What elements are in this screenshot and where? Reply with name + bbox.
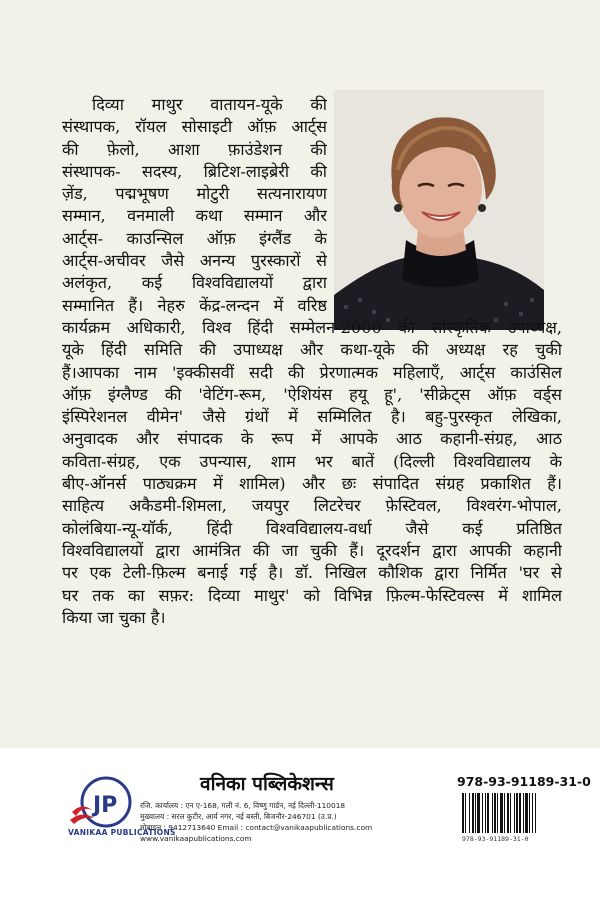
bio-line: संस्थापक, रॉयल सोसाइटी ऑफ़ आर्ट्स — [62, 117, 327, 137]
logo-letters: JP — [93, 793, 118, 818]
bio-line: विश्वविद्यालयों द्वारा आमंत्रित की जा चुकी हैं। दूरदर्शन द्वारा आपकी कहानी — [62, 540, 562, 560]
publisher-footer — [0, 748, 600, 915]
author-biography — [62, 94, 562, 629]
bio-line: ज़ेंड, पद्मभूषण मोटुरी सत्यनारायण — [62, 184, 327, 204]
bio-line: हैं।आपका नाम 'इक्कीसवीं सदी की प्रेरणात्मक महिलाएँ, आर्ट्स काउंसिल — [62, 362, 562, 382]
address-line: रजि. कार्यालय : एन ए-168, गली नं. 6, विष्णु गार्डन, नई दिल्ली-110018 — [140, 801, 346, 810]
bio-line: बीए-ऑनर्स पाठ्यक्रम में शामिल) और छः संपादित संग्रह प्रकाशित हैं। — [62, 474, 562, 494]
bio-line: साहित्य अकैडमी-शिमला, जयपुर लिटरेचर फ़ेस्टिवल, विश्वरंग-भोपाल, — [62, 496, 562, 516]
bio-line: सम्मानित हैं। नेहरु केंद्र-लन्दन में वरिष्ठ — [62, 295, 327, 315]
publisher-logo-icon — [68, 772, 134, 834]
bio-line: अनुवादक और संपादक के रूप में आपके आठ कहानी-संग्रह, आठ — [62, 429, 562, 449]
address-line: मुख्यालय : सरल कुटीर, आर्य नगर, नई बस्ती, बिजनौर-246701 (उ.प्र.) — [140, 812, 337, 821]
logo-caption: VANIKAA PUBLICATIONS — [68, 828, 176, 837]
bio-line: सम्मान, वनमाली कथा सम्मान और — [62, 206, 327, 226]
bio-line: इंस्पिरेशनल वीमेन' जैसे ग्रंथों में सम्मिलित है। बहु-पुरस्कृत लेखिका, — [62, 407, 562, 427]
barcode-number: 978-93-91189-31-0 — [462, 835, 529, 843]
isbn-label: 978-93-91189-31-0 — [457, 774, 591, 789]
bio-line: यूके हिंदी समिति की उपाध्यक्ष और कथा-यूके की अध्यक्ष रह चुकी — [62, 340, 562, 360]
bio-line: पर एक टेली-फ़िल्म बनाई गई है। डॉ. निखिल कौशिक द्वारा निर्मित 'घर से — [62, 563, 562, 583]
bio-line: आर्ट्स- काउन्सिल ऑफ़ इंग्लैंड के — [62, 228, 327, 248]
bio-line: कार्यक्रम अधिकारी, विश्व हिंदी सम्मेलन-2000 की सांस्कृतिक उपाध्यक्ष, — [62, 317, 562, 337]
bio-line: किया जा चुका है। — [62, 607, 166, 627]
publisher-name: वनिका पब्लिकेशन्स — [200, 773, 334, 795]
publisher-address — [140, 800, 430, 844]
bio-line: घर तक का सफ़र: दिव्या माथुर' को विभिन्न फ़िल्म-फेस्टिवल्स में शामिल — [62, 585, 562, 605]
barcode-icon — [460, 793, 570, 833]
bio-line: ऑफ़ इंग्लैण्ड की 'वेटिंग-रूम, 'ऐशियंस हयू हू', 'सीक्रेट्स ऑफ़ वर्ड्स — [62, 384, 562, 404]
address-line: मोबाइल : 9412713640 Email : contact@vanikaapublications.com — [140, 823, 373, 832]
bio-line: दिव्या माथुर वातायन-यूके की — [92, 95, 327, 114]
bio-line: कोलंबिया-न्यू-यॉर्क, हिंदी विश्वविद्यालय-वर्धा जैसे कई प्रतिष्ठित — [62, 518, 562, 538]
bio-line: संस्थापक- सदस्य, ब्रिटिश-लाइब्रेरी की — [62, 161, 327, 181]
bio-line: आर्ट्स-अचीवर जैसे अनन्य पुरस्कारों से — [62, 251, 327, 271]
bio-line: कविता-संग्रह, एक उपन्यास, शाम भर बातें (दिल्ली विश्वविद्यालय के — [62, 451, 562, 471]
address-line: www.vanikaapublications.com — [140, 834, 252, 843]
bio-line: की फ़ेलो, आशा फ़ाउंडेशन की — [62, 139, 327, 159]
bio-line: अलंकृत, कई विश्वविद्यालयों द्वारा — [62, 273, 327, 293]
